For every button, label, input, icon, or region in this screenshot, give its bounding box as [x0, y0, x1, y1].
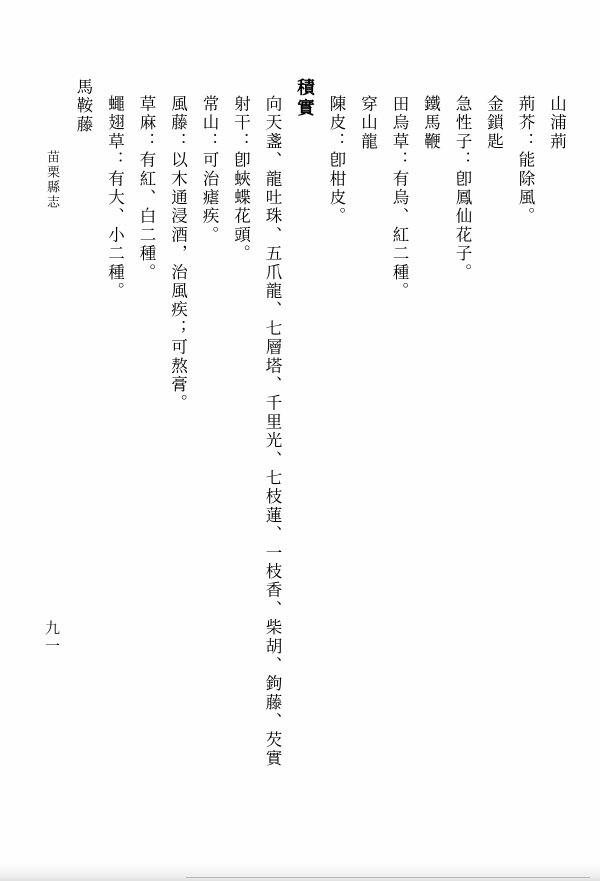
scan-edge-line [186, 877, 590, 878]
text-column: 向天盞、龍吐珠、五爪龍、七層塔、千里光、七枝蓮、一枝香、柴胡、鉤藤、芡實 [263, 95, 282, 769]
text-column: 田烏草：有烏、紅二種。 [390, 95, 409, 301]
text-column: 積實 [294, 78, 315, 119]
running-book-title: 苗栗縣志 [44, 150, 59, 210]
text-column: 常山：可治瘧疾。 [200, 95, 219, 245]
page-number: 九一 [43, 620, 61, 656]
vertical-column-container [67, 78, 572, 778]
text-column: 射干：卽蛺蝶花頭。 [231, 95, 251, 264]
text-column: 荊芥：能除風。 [516, 95, 535, 226]
text-column: 山浦荊 [547, 95, 567, 152]
text-column: 風藤：以木通浸酒，治風疾；可熬膏。 [168, 95, 188, 413]
text-column: 鐵馬鞭 [421, 95, 441, 152]
vertical-text-area [40, 78, 572, 798]
text-column: 急性子：卽鳳仙花子。 [453, 95, 472, 282]
text-column: 馬鞍藤 [74, 78, 93, 135]
text-column: 穿山龍 [358, 95, 378, 152]
text-column: 草麻：有紅、白二種。 [137, 95, 156, 282]
text-column: 蠅翅草：有大、小二種。 [105, 95, 125, 301]
text-column: 金鎖匙 [484, 95, 504, 152]
text-column: 陳皮：卽柑皮。 [327, 95, 346, 226]
scan-edge-shadow [0, 863, 600, 881]
